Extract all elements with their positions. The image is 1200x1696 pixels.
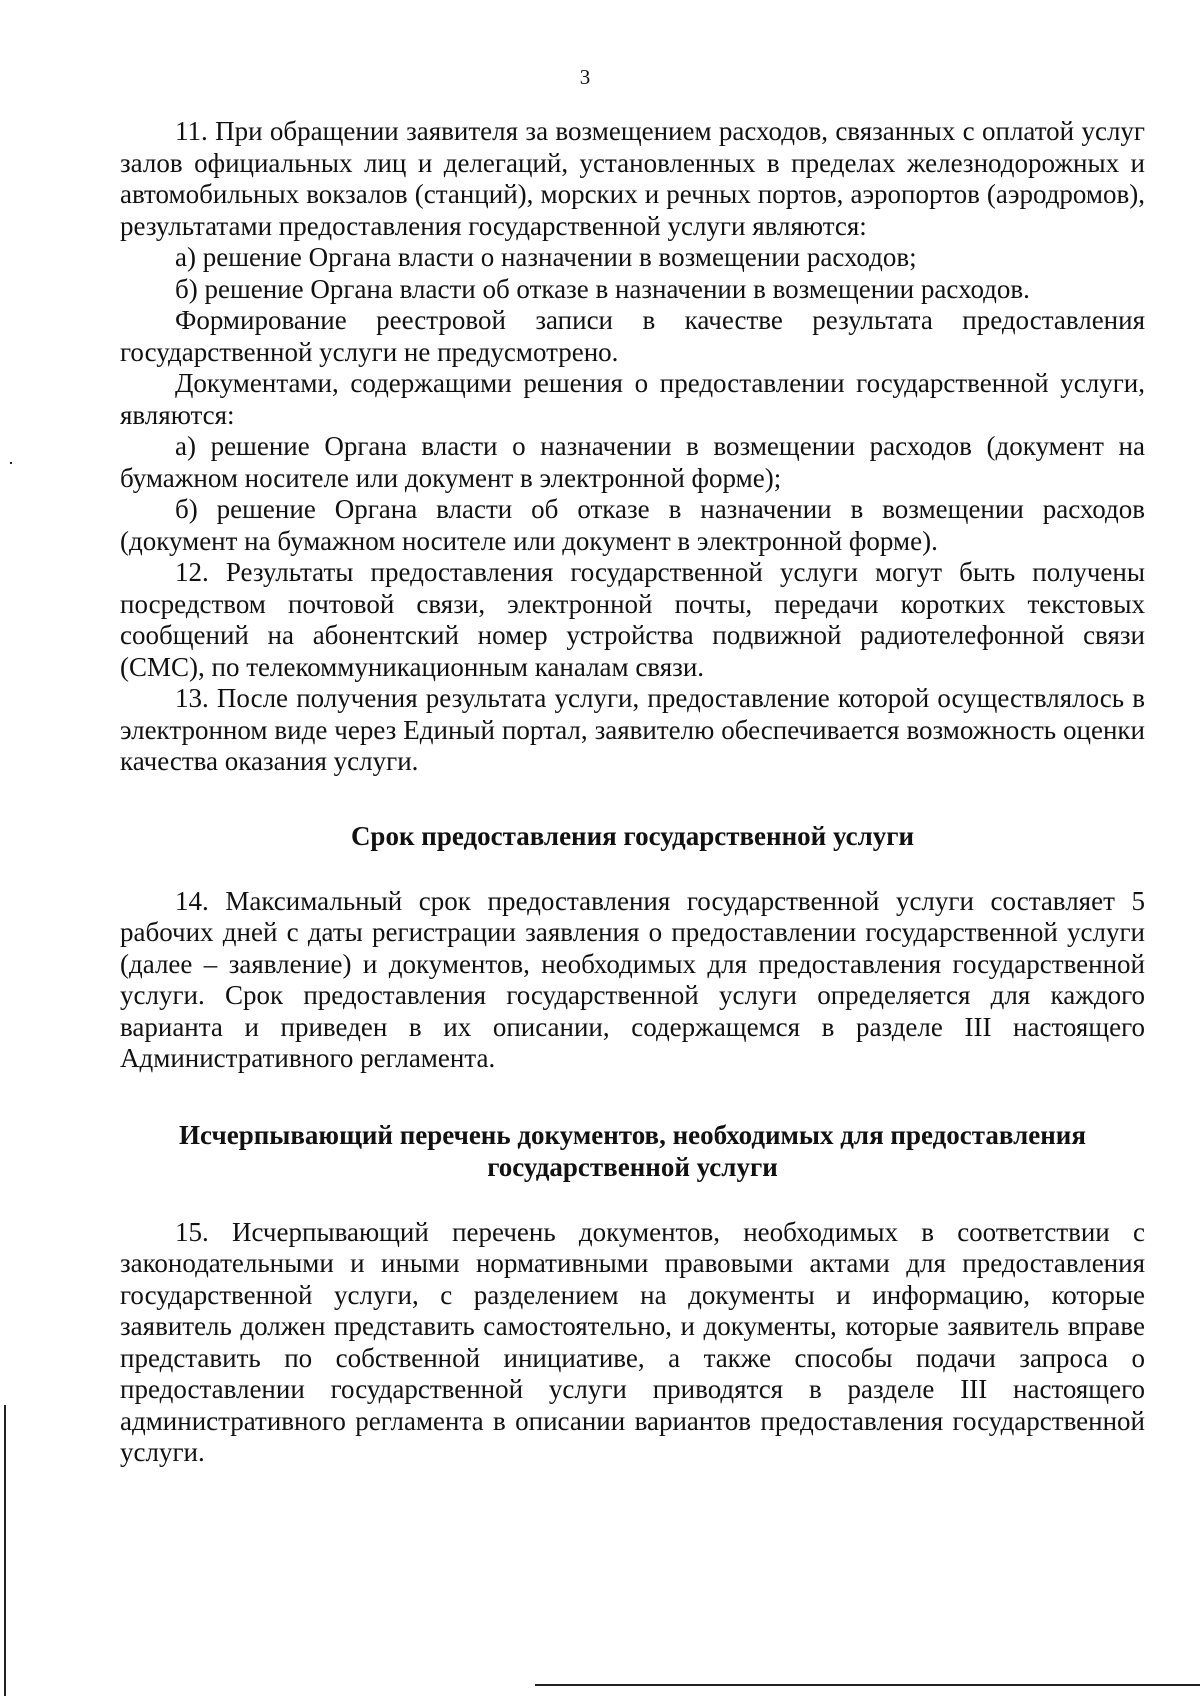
paragraph-15: 15. Исчерпывающий перечень документов, необходимых в соответствии с законодательными и иными нормативными правовыми актами для предоставления государственной услуги, с разделением на документы и информацию, которые заявитель должен представить самостоятельно, и документы, которые заявитель вправе представить по собственной инициативе, а также способы подачи запроса о предоставлении государственной услуги приводятся в разделе III настоящего административного регламента в описании вариантов предоставления государственной услуги. — [120, 1216, 1145, 1467]
paragraph-decision-item-a: а) решение Органа власти о назначении в возмещении расходов (документ на бумажном носителе или документ в электронной форме); — [120, 431, 1145, 493]
paragraph-11-item-b: б) решение Органа власти об отказе в назначении в возмещении расходов. — [175, 273, 1030, 304]
page-number: 3 — [579, 65, 591, 89]
section-heading-term: Срок предоставления государственной услуги — [350, 820, 915, 851]
section-heading-documents — [120, 1119, 1145, 1183]
paragraph-decision-item-b: б) решение Органа власти об отказе в назначении в возмещении расходов (документ на бумажном носителе или документ в электронной форме). — [120, 494, 1145, 556]
scan-bottom-line — [535, 1684, 1200, 1686]
scan-edge-line — [4, 1405, 6, 1696]
paragraph-12: 12. Результаты предоставления государственной услуги могут быть получены посредством почтовой связи, электронной почты, передачи коротких текстовых сообщений на абонентский номер устройства подвижной радиотелефонной связи (СМС), по телекоммуникационным каналам связи. — [120, 557, 1145, 682]
paragraph-11-item-a: а) решение Органа власти о назначении в возмещении расходов; — [175, 242, 917, 272]
section-heading-documents-line-2: государственной услуги — [487, 1151, 778, 1182]
section-heading-documents-line-1: Исчерпывающий перечень документов, необходимых для предоставления — [179, 1119, 1086, 1150]
document-body — [120, 116, 1145, 1469]
paragraph-decision-documents: Документами, содержащими решения о предоставлении государственной услуги, являются: — [120, 368, 1145, 430]
scan-mark — [10, 462, 12, 464]
section-spacer — [120, 1183, 1145, 1217]
paragraph-13: 13. После получения результата услуги, предоставление которой осуществлялось в электронном виде через Единый портал, заявителю обеспечивается возможность оценки качества оказания услуги. — [120, 683, 1145, 776]
paragraph-registry-note: Формирование реестровой записи в качестве результата предоставления государственной услуги не предусмотрено. — [120, 305, 1145, 367]
section-spacer — [120, 778, 1145, 820]
section-spacer — [120, 852, 1145, 886]
paragraph-14: 14. Максимальный срок предоставления государственной услуги составляет 5 рабочих дней с даты регистрации заявления о предоставлении государственной услуги (далее – заявление) и документов, необходимых для предоставления государственной услуги. Срок предоставления государственной услуги определяется для каждого варианта и приведен в их описании, содержащемся в разделе III настоящего Административного регламента. — [120, 885, 1145, 1073]
section-spacer — [120, 1075, 1145, 1119]
paragraph-11: 11. При обращении заявителя за возмещением расходов, связанных с оплатой услуг залов официальных лиц и делегаций, установленных в пределах железнодорожных и автомобильных вокзалов (станций), морских и речных портов, аэропортов (аэродромов), результатами предоставления государственной услуги являются: — [120, 116, 1145, 241]
